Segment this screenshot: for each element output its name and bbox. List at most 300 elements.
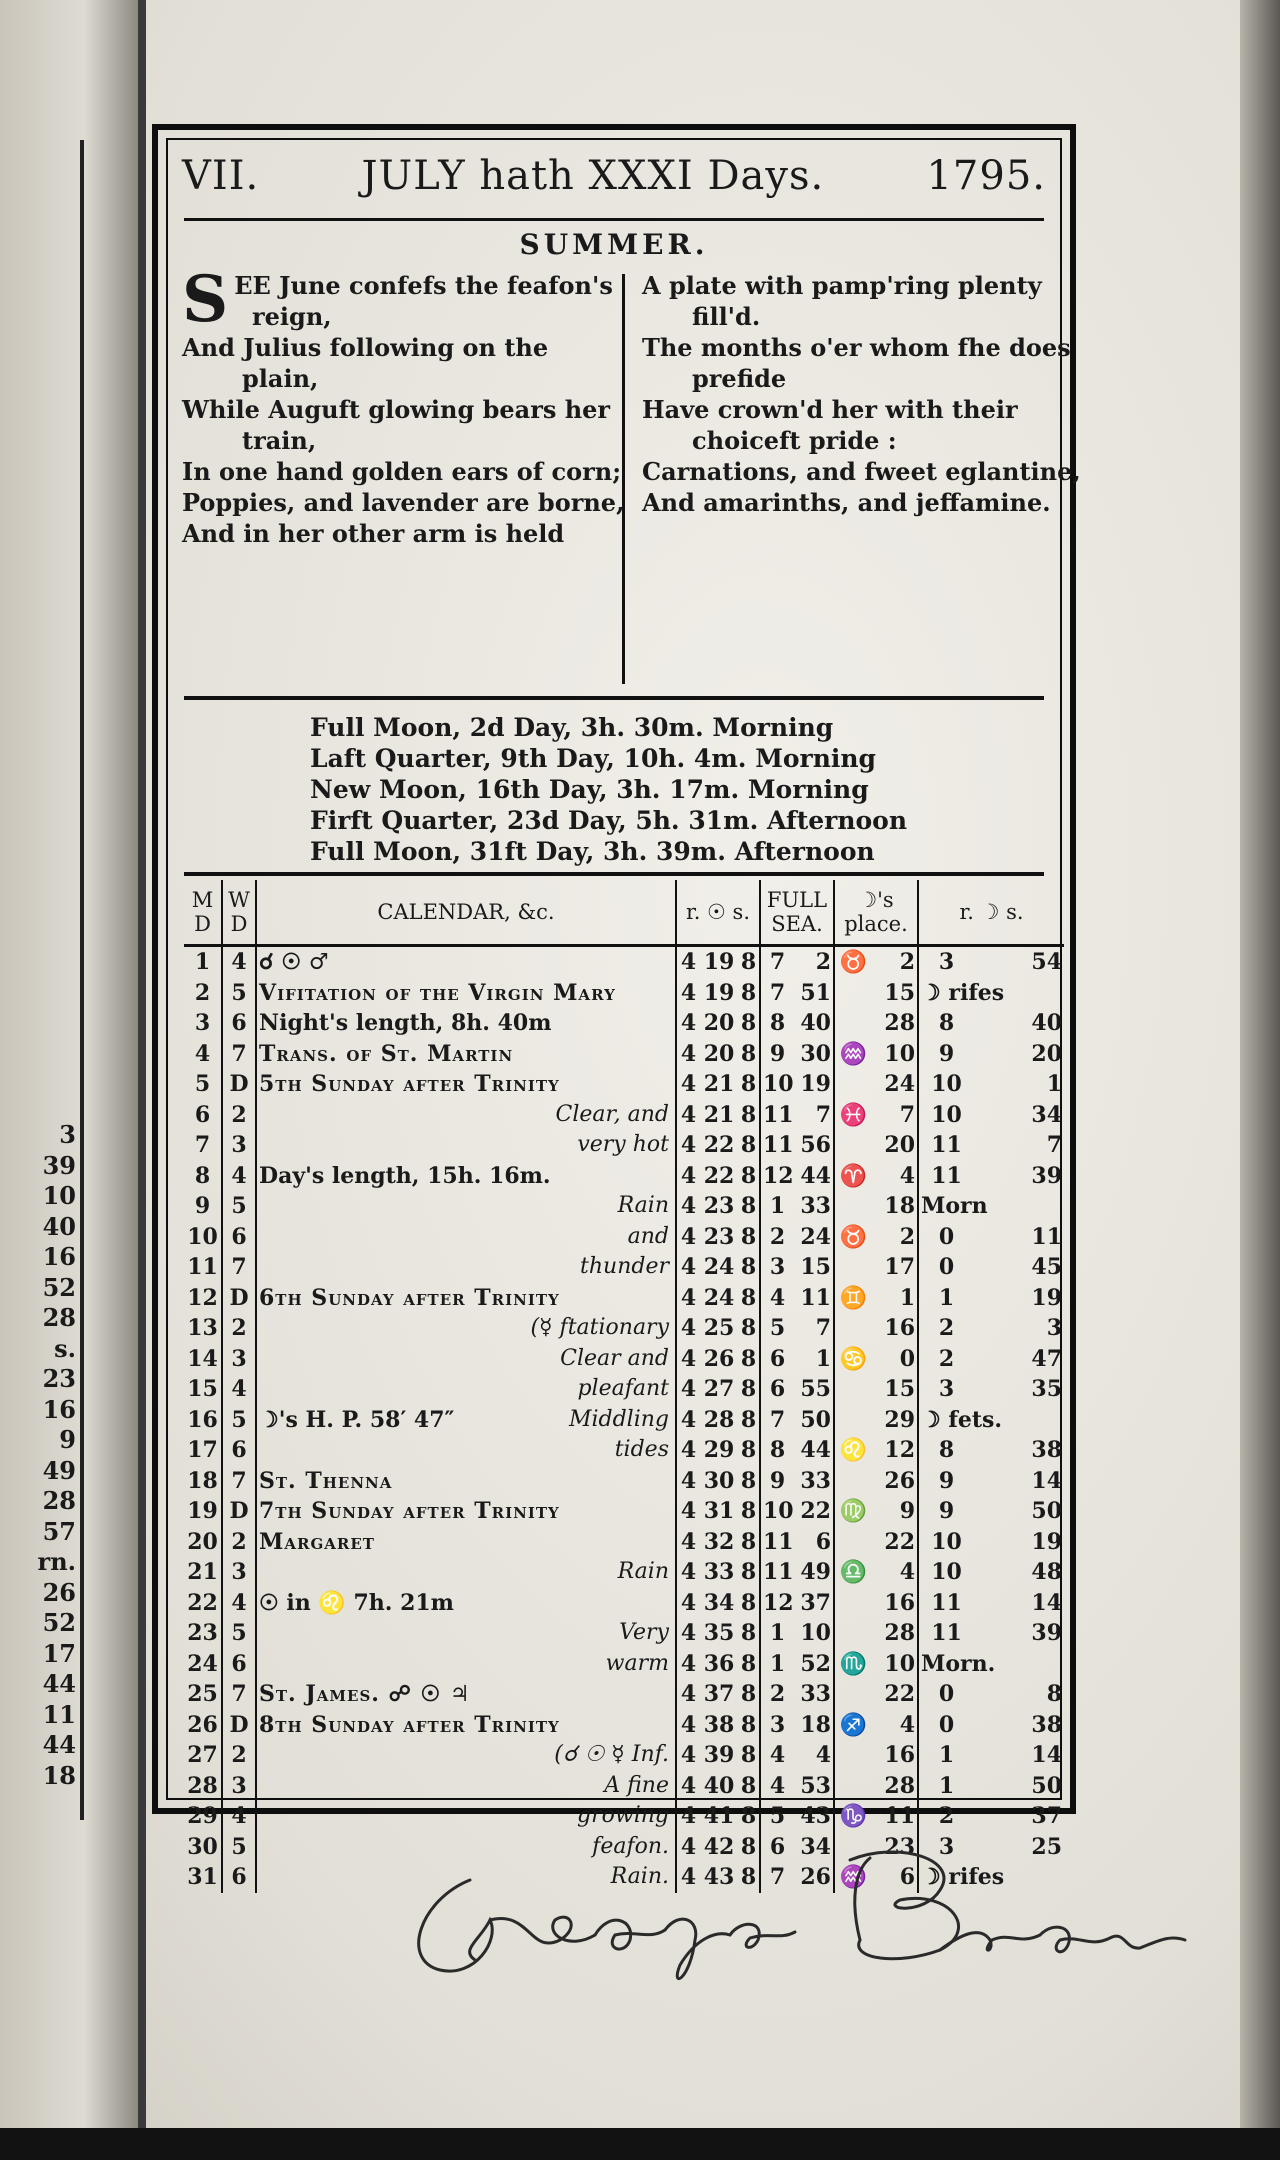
calendar-row: [184, 1801, 1064, 1832]
cell-mr2: 8: [1046, 1681, 1063, 1707]
cell-fs2: 24: [800, 1223, 831, 1250]
cell-mr2: 47: [1031, 1345, 1063, 1372]
weather-note: Rain.: [610, 1864, 669, 1889]
cell-md: 25: [187, 1681, 218, 1707]
facing-page-number: 39: [42, 1150, 76, 1180]
calendar-entry: [256, 1283, 676, 1314]
cell-wd: 6: [222, 1649, 256, 1680]
cell-mr1: 1: [918, 1771, 974, 1802]
cell-wd: 7: [222, 1039, 256, 1070]
cell-ss: 8: [740, 1193, 757, 1219]
cell-deg: 22: [884, 1681, 916, 1707]
cell-fs2: 52: [800, 1650, 831, 1677]
cell-ss: 8: [740, 1406, 757, 1433]
cell-sign: [834, 1069, 872, 1100]
cell-sh: 42: [703, 1833, 735, 1860]
calendar-note: 8th Sunday after Trinity: [259, 1711, 560, 1738]
facing-page-numbers: [6, 1120, 76, 1791]
col-month-day: M D: [184, 880, 222, 946]
cell-mr2: 19: [1031, 1528, 1063, 1555]
cell-md: 14: [187, 1345, 218, 1372]
cell-md: 21: [187, 1559, 218, 1585]
cell-md: 3: [194, 1010, 211, 1036]
calendar-entry: [256, 1527, 676, 1558]
cell-sh: 26: [703, 1345, 735, 1372]
cell-ss: 8: [740, 1742, 757, 1768]
cell-deg: 10: [884, 1040, 916, 1067]
calendar-entry: [256, 1130, 676, 1161]
cell-wd: 6: [222, 1008, 256, 1039]
cell-deg: 15: [884, 1376, 916, 1402]
cell-wd: D: [222, 1069, 256, 1100]
cell-sign: ♌: [834, 1435, 872, 1466]
cell-mr2: 50: [1031, 1498, 1063, 1524]
cell-sh: 23: [703, 1223, 735, 1250]
cell-wd: 2: [222, 1740, 256, 1771]
cell-deg: 12: [884, 1437, 916, 1463]
cell-deg: 28: [884, 1010, 916, 1036]
cell-wd: 5: [222, 978, 256, 1009]
cell-mr2: 39: [1031, 1162, 1063, 1189]
cell-fs1: 8: [760, 1008, 794, 1039]
cell-fs1: 7: [760, 1405, 794, 1436]
poem-line: Have crown'd her with their: [642, 395, 1018, 424]
cell-wd: 7: [222, 1466, 256, 1497]
cell-fs2: 34: [800, 1833, 831, 1860]
cell-deg: 16: [884, 1742, 916, 1768]
col-full-sea: FULL SEA.: [760, 880, 834, 946]
cell-sr: 4: [676, 1557, 700, 1588]
cell-ss: 8: [740, 1803, 757, 1829]
cell-mr1: 0: [918, 1252, 974, 1283]
cell-sign: [834, 978, 872, 1009]
poem-line: plain,: [242, 364, 319, 393]
cell-wd: 7: [222, 1252, 256, 1283]
cell-sr: 4: [676, 1679, 700, 1710]
cell-sign: ♐: [834, 1710, 872, 1741]
cell-md: 6: [194, 1101, 211, 1128]
cell-ss: 8: [740, 1223, 757, 1250]
calendar-row: [184, 1557, 1064, 1588]
cell-mr1: 10: [918, 1557, 974, 1588]
cell-sh: 33: [703, 1559, 735, 1585]
cell-mr2: 35: [1031, 1376, 1063, 1402]
cell-mr1: 8: [918, 1008, 974, 1039]
cell-ss: 8: [740, 1650, 757, 1677]
calendar-entry: [256, 1740, 676, 1771]
cell-fs1: 6: [760, 1344, 794, 1375]
cell-mr1: 10: [918, 1527, 974, 1558]
poem-line: And in her other arm is held: [182, 519, 565, 548]
cell-md: 23: [187, 1620, 218, 1646]
calendar-entry: [256, 1222, 676, 1253]
cell-sh: 34: [703, 1589, 735, 1616]
calendar-note: ☉ in ♌ 7h. 21m: [259, 1589, 454, 1616]
cell-fs1: 8: [760, 1435, 794, 1466]
cell-deg: 29: [884, 1406, 916, 1433]
calendar-row: [184, 1405, 1064, 1436]
cell-sh: 19: [703, 979, 735, 1006]
moon-phase-line: Firft Quarter, 23d Day, 5h. 31m. Afternoon: [310, 806, 908, 835]
cell-sign: ♊: [834, 1283, 872, 1314]
calendar-entry: [256, 1496, 676, 1527]
cell-mr2: 20: [1031, 1040, 1063, 1067]
month-numeral: VII.: [182, 153, 260, 199]
cell-wd: D: [222, 1496, 256, 1527]
poem-line: train,: [242, 426, 317, 455]
cell-sh: 40: [703, 1772, 735, 1799]
cell-mr2: 50: [1031, 1772, 1063, 1799]
calendar-entry: [256, 1405, 676, 1436]
cell-mr2: 25: [1031, 1833, 1063, 1860]
cell-ss: 8: [740, 1071, 757, 1097]
cell-mr1: 0: [918, 1710, 974, 1741]
weather-note: very hot: [577, 1132, 669, 1157]
col-sun: r. ☉ s.: [676, 880, 760, 946]
cell-deg: 4: [899, 1162, 916, 1189]
cell-mr2: 37: [1031, 1803, 1063, 1829]
cell-md: 9: [194, 1193, 211, 1219]
cell-fs2: 37: [800, 1589, 831, 1616]
cell-fs2: 33: [800, 1193, 831, 1219]
cell-mr2: 14: [1031, 1589, 1063, 1616]
cell-md: 12: [187, 1284, 218, 1311]
cell-mr2: 38: [1031, 1437, 1063, 1463]
cell-ss: 8: [740, 1467, 757, 1494]
calendar-row: [184, 946, 1064, 978]
signature: [380, 1840, 1200, 2000]
calendar-entry: [256, 978, 676, 1009]
cell-wd: 4: [222, 1588, 256, 1619]
cell-sh: 39: [703, 1742, 735, 1768]
cell-sign: ♉: [834, 946, 872, 978]
calendar-row: [184, 1466, 1064, 1497]
calendar-note: 6th Sunday after Trinity: [259, 1284, 560, 1311]
cell-ss: 8: [740, 1772, 757, 1799]
calendar-row: [184, 978, 1064, 1009]
poem-line: prefide: [692, 364, 787, 393]
calendar-row: [184, 1435, 1064, 1466]
cell-sh: 32: [703, 1528, 735, 1555]
cell-ss: 8: [740, 1345, 757, 1372]
cell-fs1: 6: [760, 1832, 794, 1863]
cell-md: 18: [187, 1467, 218, 1494]
cell-md: 24: [187, 1650, 218, 1677]
calendar-entry: [256, 1039, 676, 1070]
facing-page-number: 18: [42, 1760, 76, 1790]
moon-phase-line: Full Moon, 2d Day, 3h. 30m. Morning: [310, 713, 834, 742]
cell-wd: 5: [222, 1832, 256, 1863]
calendar-row: [184, 1008, 1064, 1039]
cell-sr: 4: [676, 1740, 700, 1771]
facing-page-number: 9: [59, 1425, 76, 1454]
cell-sh: 24: [703, 1254, 735, 1280]
calendar-row: [184, 1618, 1064, 1649]
cell-md: 5: [194, 1071, 211, 1097]
calendar-row: [184, 1222, 1064, 1253]
cell-sr: 4: [676, 1435, 700, 1466]
cell-mr2: 3: [1046, 1315, 1063, 1341]
cell-fs2: 22: [800, 1498, 831, 1524]
calendar-note: St. Thenna: [259, 1467, 393, 1494]
calendar-row: [184, 1100, 1064, 1131]
facing-page-number: 11: [42, 1699, 76, 1729]
cell-sr: 4: [676, 1039, 700, 1070]
cell-fs1: 11: [760, 1557, 794, 1588]
cell-sr: 4: [676, 1496, 700, 1527]
cell-fs1: 7: [760, 978, 794, 1009]
calendar-table: [184, 880, 1064, 1893]
cell-wd: 3: [222, 1130, 256, 1161]
cell-fs2: 44: [800, 1437, 831, 1463]
cell-ss: 8: [740, 1833, 757, 1860]
cell-deg: 17: [884, 1254, 916, 1280]
cell-fs1: 4: [760, 1740, 794, 1771]
weather-note: Middling: [568, 1406, 669, 1432]
cell-md: 20: [187, 1528, 218, 1555]
poem-line: reign,: [252, 302, 332, 331]
cell-sr: 4: [676, 1405, 700, 1436]
cell-mr1: 3: [918, 946, 974, 978]
month-header: [168, 140, 1060, 212]
calendar-entry: [256, 1252, 676, 1283]
cell-mr1: 8: [918, 1435, 974, 1466]
cell-fs1: 9: [760, 1466, 794, 1497]
calendar-note: ☌ ☉ ♂: [259, 949, 329, 975]
cell-deg: 1: [899, 1284, 916, 1311]
cell-sign: ♈: [834, 1161, 872, 1192]
cell-fs2: 43: [800, 1803, 831, 1829]
cell-sh: 30: [703, 1467, 735, 1494]
cell-fs1: 2: [760, 1679, 794, 1710]
cell-sh: 21: [703, 1071, 735, 1097]
cell-md: 22: [187, 1589, 218, 1616]
weather-note: warm: [605, 1650, 669, 1676]
weather-note: feafon.: [592, 1833, 669, 1859]
weather-note: tides: [614, 1437, 669, 1462]
cell-fs1: 11: [760, 1100, 794, 1131]
calendar-entry: [256, 1069, 676, 1100]
cell-deg: 10: [884, 1650, 916, 1677]
cell-sh: 19: [703, 949, 735, 975]
cell-wd: 5: [222, 1405, 256, 1436]
calendar-entry: [256, 1374, 676, 1405]
cell-sr: 4: [676, 946, 700, 978]
cell-sr: 4: [676, 1313, 700, 1344]
cell-wd: 4: [222, 1374, 256, 1405]
cell-sh: 22: [703, 1162, 735, 1189]
cell-fs2: 1: [815, 1345, 831, 1372]
calendar-entry: [256, 1710, 676, 1741]
cell-sign: ♓: [834, 1100, 872, 1131]
cell-md: 15: [187, 1376, 218, 1402]
facing-page-number: s.: [54, 1333, 76, 1363]
cell-wd: 4: [222, 1801, 256, 1832]
facing-page-number: 57: [42, 1516, 76, 1546]
calendar-note: 5th Sunday after Trinity: [259, 1071, 560, 1097]
cell-ss: 8: [740, 1010, 757, 1036]
cell-ss: 8: [740, 1864, 757, 1890]
cell-mr1: 2: [918, 1313, 974, 1344]
cell-wd: 6: [222, 1862, 256, 1893]
cell-sh: 29: [703, 1437, 735, 1463]
cell-wd: 5: [222, 1618, 256, 1649]
col-moon-place: ☽'s place.: [834, 880, 918, 946]
poem-rule: [184, 696, 1044, 700]
cell-sh: 43: [703, 1864, 735, 1890]
cell-fs1: 9: [760, 1039, 794, 1070]
poem-left-column: [182, 262, 625, 549]
moon-phase-line: Laft Quarter, 9th Day, 10h. 4m. Morning: [310, 744, 877, 773]
calendar-row: [184, 1374, 1064, 1405]
book-spine: [138, 0, 146, 2160]
cell-sign: [834, 1679, 872, 1710]
cell-md: 4: [194, 1040, 211, 1067]
cell-mr1: 10: [918, 1100, 974, 1131]
cell-sr: 4: [676, 1862, 700, 1893]
calendar-entry: [256, 1100, 676, 1131]
cell-ss: 8: [740, 1559, 757, 1585]
cell-sr: 4: [676, 1649, 700, 1680]
calendar-note: Vifitation of the Virgin Mary: [259, 979, 616, 1006]
cell-mr2: 7: [1046, 1132, 1063, 1158]
cell-fs2: 30: [800, 1040, 831, 1067]
cell-sr: 4: [676, 1710, 700, 1741]
cell-mr2: 34: [1031, 1101, 1063, 1128]
cell-sh: 27: [703, 1376, 735, 1402]
cell-sh: 37: [703, 1681, 735, 1707]
cell-wd: 5: [222, 1191, 256, 1222]
calendar-entry: [256, 1801, 676, 1832]
cell-fs2: 7: [815, 1315, 831, 1341]
scan-bottom-edge: [0, 2128, 1280, 2160]
cell-deg: 0: [899, 1345, 916, 1372]
cell-sh: 36: [703, 1650, 735, 1677]
cell-fs2: 2: [815, 949, 831, 975]
cell-fs2: 4: [815, 1742, 831, 1768]
cell-wd: 2: [222, 1100, 256, 1131]
cell-fs1: 4: [760, 1283, 794, 1314]
calendar-entry: [256, 1008, 676, 1039]
cell-fs1: 5: [760, 1801, 794, 1832]
cell-sh: 41: [703, 1803, 735, 1829]
calendar-note: Day's length, 15h. 16m.: [259, 1162, 551, 1189]
calendar-row: [184, 1740, 1064, 1771]
col-week-day: W D: [222, 880, 256, 946]
weather-note: Rain: [617, 1559, 669, 1584]
cell-fs1: 1: [760, 1191, 794, 1222]
cell-fs2: 26: [800, 1864, 831, 1890]
year: 1795.: [926, 153, 1046, 199]
cell-fs2: 49: [800, 1559, 831, 1585]
cell-md: 11: [187, 1254, 218, 1280]
season-title: SUMMER.: [519, 228, 709, 261]
poem-line: Poppies, and lavender are borne,: [182, 488, 625, 517]
cell-sh: 38: [703, 1711, 735, 1738]
poem: [182, 262, 1081, 680]
facing-page-number: 16: [42, 1242, 76, 1271]
cell-sr: 4: [676, 1191, 700, 1222]
cell-md: 30: [187, 1833, 218, 1860]
cell-sh: 24: [703, 1284, 735, 1311]
cell-deg: 9: [899, 1498, 916, 1524]
calendar-note: Night's length, 8h. 40m: [259, 1010, 552, 1036]
cell-mr2: 39: [1031, 1620, 1063, 1646]
calendar-note: Trans. of St. Martin: [259, 1040, 514, 1067]
poem-line: And Julius following on the: [182, 333, 549, 362]
cell-mr1: 10: [918, 1069, 974, 1100]
cell-ss: 8: [740, 949, 757, 975]
calendar-row: [184, 1710, 1064, 1741]
cell-fs2: 51: [800, 979, 831, 1006]
calendar-header-row: [184, 880, 1064, 946]
weather-note: growing: [577, 1803, 669, 1828]
calendar-entry: [256, 1313, 676, 1344]
cell-mr2: 14: [1031, 1467, 1063, 1494]
moon-phase-line: New Moon, 16th Day, 3h. 17m. Morning: [310, 775, 869, 804]
calendar-entry: [256, 1618, 676, 1649]
cell-fs1: 5: [760, 1313, 794, 1344]
poem-line: While Auguft glowing bears her: [182, 395, 611, 424]
cell-mr2: 11: [1031, 1223, 1063, 1250]
calendar-row: [184, 1283, 1064, 1314]
poem-right-column: [642, 270, 1081, 518]
cell-sign: [834, 1191, 872, 1222]
header-rule: [184, 218, 1044, 221]
weather-note: pleafant: [577, 1376, 669, 1401]
facing-page-number: 28: [42, 1303, 76, 1332]
cell-mr1: 3: [918, 1374, 974, 1405]
cell-ss: 8: [740, 1620, 757, 1646]
cell-mr1: ☽ rifes: [918, 978, 974, 1009]
cell-fs2: 7: [815, 1101, 831, 1128]
cell-md: 1: [194, 949, 211, 975]
cell-ss: 8: [740, 1284, 757, 1311]
cell-fs1: 2: [760, 1222, 794, 1253]
calendar-entry: [256, 1161, 676, 1192]
cell-ss: 8: [740, 1315, 757, 1341]
cell-sr: 4: [676, 1100, 700, 1131]
cell-sign: ♑: [834, 1801, 872, 1832]
calendar-note: 7th Sunday after Trinity: [259, 1498, 560, 1524]
weather-note: (☿ ftationary: [530, 1315, 669, 1340]
facing-page-number: 52: [42, 1272, 76, 1302]
cell-sign: [834, 1618, 872, 1649]
facing-page-number: 23: [42, 1364, 76, 1393]
cell-sr: 4: [676, 1344, 700, 1375]
cell-fs2: 55: [800, 1376, 831, 1402]
cell-sign: [834, 1130, 872, 1161]
facing-page-number: 52: [42, 1608, 76, 1637]
cell-mr1: ☽ fets.: [918, 1405, 974, 1436]
calendar-entry: [256, 1679, 676, 1710]
cell-sign: [834, 1008, 872, 1039]
cell-mr2: 45: [1031, 1254, 1063, 1280]
calendar-row: [184, 1191, 1064, 1222]
cell-ss: 8: [740, 1040, 757, 1067]
almanac-inner-border: [166, 138, 1081, 1890]
cell-fs2: 40: [800, 1010, 831, 1036]
poem-line: choiceft pride :: [692, 426, 897, 455]
cell-mr1: 11: [918, 1618, 974, 1649]
col-calendar: CALENDAR, &c.: [256, 880, 676, 946]
cell-deg: 6: [899, 1864, 916, 1890]
poem-line: And amarinths, and jeffamine.: [642, 488, 1051, 517]
poem-line: fill'd.: [692, 302, 761, 331]
cell-sign: [834, 1588, 872, 1619]
cell-md: 31: [187, 1864, 218, 1890]
facing-page-number: 28: [42, 1486, 76, 1515]
